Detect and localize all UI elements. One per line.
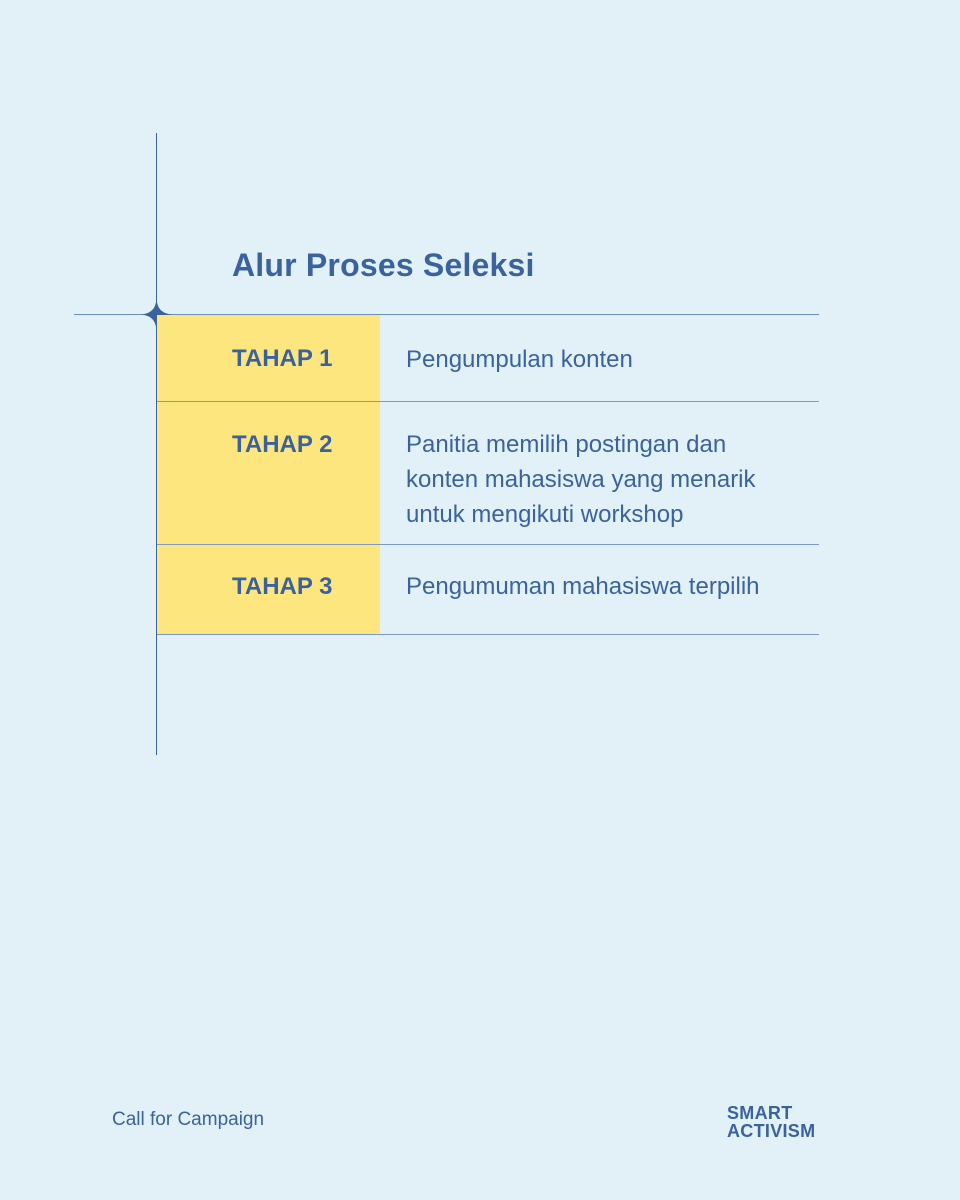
stage-label: TAHAP 1	[157, 315, 380, 401]
logo-line-2: ACTIVISM	[727, 1121, 816, 1141]
stage-description-line: konten mahasiswa yang menarik	[406, 466, 756, 493]
stage-label: TAHAP 2	[157, 402, 380, 544]
stage-row	[157, 545, 819, 635]
stage-row	[157, 402, 819, 545]
stage-description-line: Panitia memilih postingan dan	[406, 431, 727, 458]
stage-table	[157, 315, 819, 635]
stage-row	[157, 315, 819, 402]
stage-description	[380, 402, 819, 544]
page-title: Alur Proses Seleksi	[232, 247, 535, 283]
stage-description	[380, 545, 819, 634]
brand-logo	[727, 1104, 815, 1140]
stage-label: TAHAP 3	[157, 545, 380, 634]
stage-description-line: untuk mengikuti workshop	[406, 501, 684, 528]
logo-line-1: SMART	[727, 1103, 793, 1123]
footer-caption: Call for Campaign	[112, 1109, 265, 1130]
stage-description-line: Pengumuman mahasiswa terpilih	[406, 573, 760, 600]
stage-description-line: Pengumpulan konten	[406, 346, 633, 373]
stage-description	[380, 315, 819, 401]
